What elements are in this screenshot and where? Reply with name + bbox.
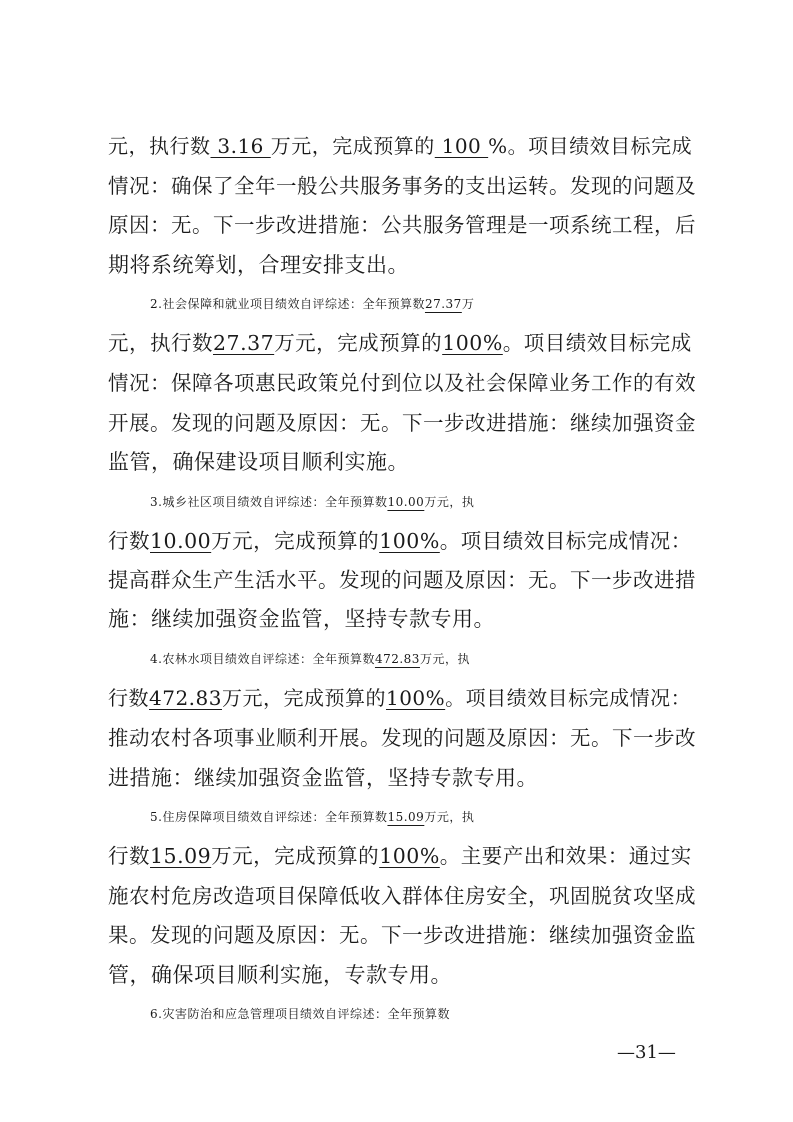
text-segment: 行数 bbox=[108, 844, 150, 868]
text-segment: 万元，完成预算的 bbox=[274, 331, 443, 355]
page-number: —31— bbox=[617, 1042, 676, 1063]
text-segment: 2.社会保障和就业项目绩效自评综述：全年预算数 bbox=[150, 297, 425, 311]
text-line bbox=[150, 804, 740, 830]
text-segment: 6.灾害防治和应急管理项目绩效自评综述：全年预算数 bbox=[150, 1007, 450, 1021]
text-segment: 。项目绩效目标完成 bbox=[502, 331, 692, 355]
text-segment: 万元，完成预算的 bbox=[211, 529, 380, 553]
underlined-value: 3.16 bbox=[210, 134, 271, 158]
underlined-value: 100 bbox=[434, 134, 489, 158]
underlined-value: 27.37 bbox=[213, 331, 275, 355]
text-segment: 原因：无。下一步改进措施：公共服务管理是一项系统工程，后 bbox=[108, 213, 696, 237]
text-segment: 。项目绩效目标完成情况： bbox=[439, 529, 692, 553]
text-segment: 期将系统筹划，合理安排支出。 bbox=[108, 253, 409, 277]
underlined-value: 10.00 bbox=[387, 495, 425, 509]
underlined-value: 27.37 bbox=[424, 297, 462, 311]
text-line bbox=[108, 133, 698, 159]
text-line bbox=[108, 922, 698, 948]
underlined-value: 100% bbox=[379, 529, 440, 553]
underlined-value: 100% bbox=[379, 844, 440, 868]
text-line bbox=[108, 606, 698, 632]
text-line bbox=[108, 212, 698, 238]
underlined-value: 100% bbox=[442, 331, 503, 355]
text-segment: 提高群众生产生活水平。发现的问题及原因：无。下一步改进措 bbox=[108, 568, 696, 592]
text-segment: 开展。发现的问题及原因：无。下一步改进措施：继续加强资金 bbox=[108, 411, 696, 435]
underlined-value: 15.09 bbox=[150, 844, 212, 868]
text-segment: 行数 bbox=[108, 529, 150, 553]
text-line bbox=[108, 962, 698, 988]
text-segment: 万元，完成预算的 bbox=[221, 686, 386, 710]
underlined-value: 15.09 bbox=[387, 810, 425, 824]
text-line bbox=[150, 489, 740, 515]
text-segment: 。项目绩效目标完成情况： bbox=[445, 686, 692, 710]
text-segment: 行数 bbox=[108, 686, 149, 710]
text-line bbox=[150, 1001, 740, 1027]
text-segment: 3.城乡社区项目绩效自评综述：全年预算数 bbox=[150, 495, 388, 509]
text-segment: 施：继续加强资金监管，坚持专款专用。 bbox=[108, 607, 495, 631]
text-line bbox=[150, 291, 740, 317]
text-segment: 元，执行数 bbox=[108, 134, 211, 158]
text-line bbox=[108, 765, 698, 791]
text-segment: 施农村危房改造项目保障低收入群体住房安全，巩固脱贫攻坚成 bbox=[108, 884, 696, 908]
text-segment: 万元，执 bbox=[419, 652, 470, 666]
text-segment: 监管，确保建设项目顺利实施。 bbox=[108, 450, 409, 474]
text-segment: 4.农林水项目绩效自评综述：全年预算数 bbox=[150, 652, 375, 666]
underlined-value: 472.83 bbox=[149, 686, 222, 710]
underlined-value: 100% bbox=[385, 686, 446, 710]
text-segment: 元，执行数 bbox=[108, 331, 213, 355]
text-segment: 情况：保障各项惠民政策兑付到位以及社会保障业务工作的有效 bbox=[108, 371, 696, 395]
text-line bbox=[108, 883, 698, 909]
text-line bbox=[108, 330, 698, 356]
text-segment: 万元，完成预算的 bbox=[270, 134, 435, 158]
text-line bbox=[108, 567, 698, 593]
text-segment: 万元，执 bbox=[424, 810, 475, 824]
text-segment: 管，确保项目顺利实施，专款专用。 bbox=[108, 963, 452, 987]
text-segment: 万元，执 bbox=[424, 495, 475, 509]
text-line bbox=[108, 370, 698, 396]
text-line bbox=[108, 173, 698, 199]
text-segment: 5.住房保障项目绩效自评综述：全年预算数 bbox=[150, 810, 388, 824]
text-segment: 万 bbox=[461, 297, 475, 311]
text-segment: 万元，完成预算的 bbox=[211, 844, 380, 868]
text-segment: 情况：确保了全年一般公共服务事务的支出运转。发现的问题及 bbox=[108, 174, 696, 198]
underlined-value: 10.00 bbox=[150, 529, 212, 553]
text-segment: %。项目绩效目标完成 bbox=[488, 134, 693, 158]
text-segment: 进措施：继续加强资金监管，坚持专款专用。 bbox=[108, 766, 538, 790]
text-line bbox=[108, 685, 698, 711]
underlined-value: 472.83 bbox=[374, 652, 420, 666]
text-line bbox=[108, 449, 698, 475]
text-line bbox=[108, 410, 698, 436]
text-segment: 推动农村各项事业顺利开展。发现的问题及原因：无。下一步改 bbox=[108, 726, 696, 750]
text-line bbox=[108, 725, 698, 751]
text-line bbox=[108, 528, 698, 554]
text-line bbox=[108, 252, 698, 278]
text-line bbox=[108, 843, 698, 869]
text-segment: 。主要产出和效果：通过实 bbox=[439, 844, 692, 868]
text-line bbox=[150, 646, 740, 672]
text-segment: 果。发现的问题及原因：无。下一步改进措施：继续加强资金监 bbox=[108, 923, 696, 947]
